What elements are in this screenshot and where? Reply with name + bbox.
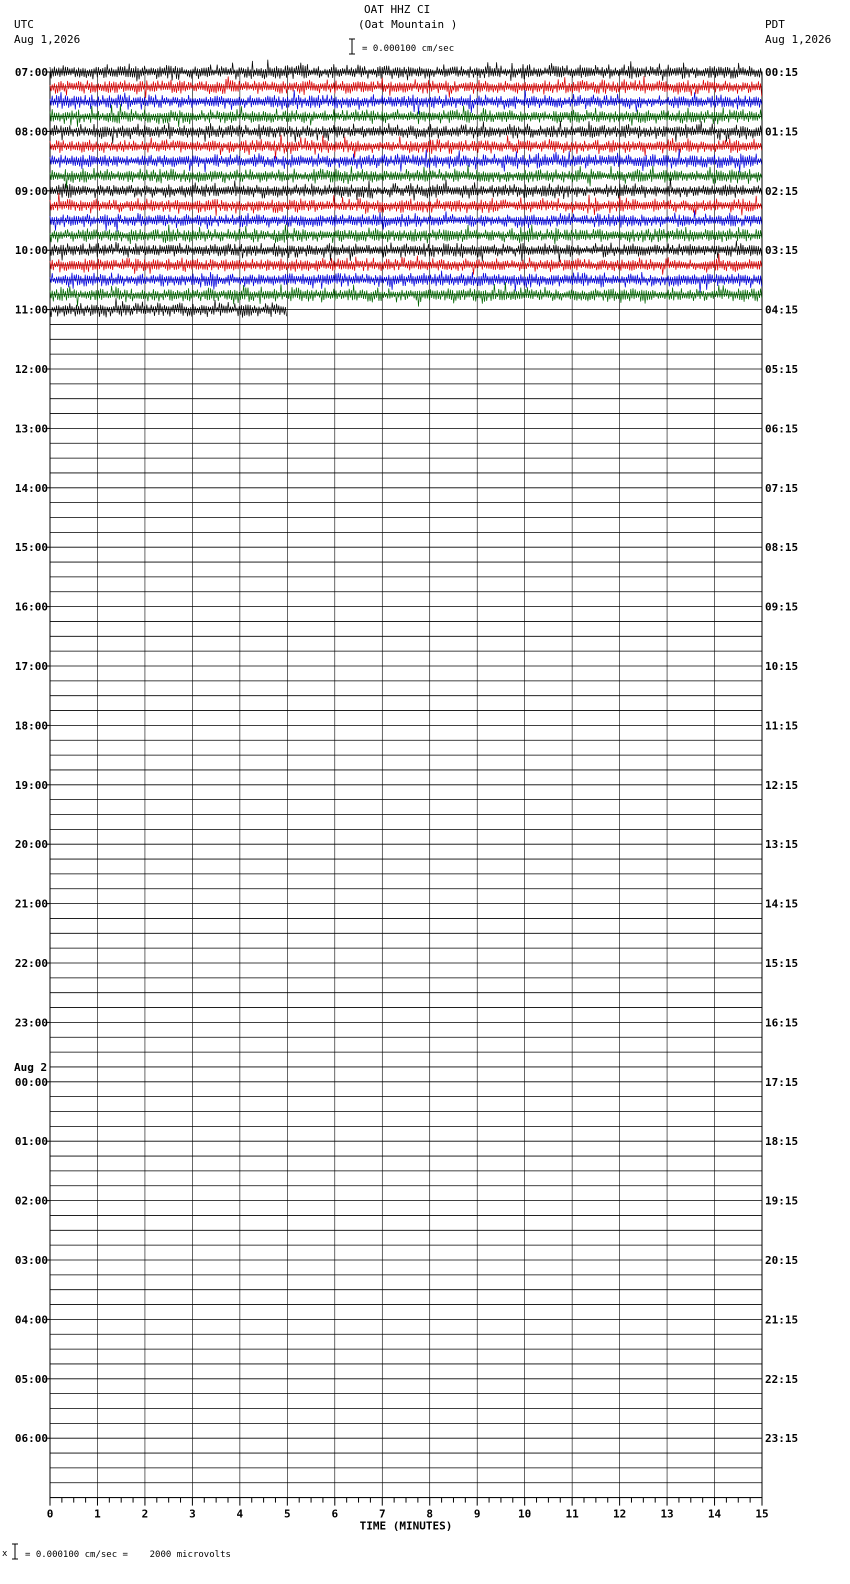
- pdt-hour-label: 07:15: [765, 481, 799, 495]
- seismic-trace: [50, 193, 762, 216]
- x-tick-label: 14: [707, 1507, 722, 1521]
- utc-hour-label: 12:00: [14, 363, 48, 376]
- seismic-trace: [50, 60, 762, 82]
- x-tick-label: 10: [518, 1507, 532, 1521]
- pdt-hour-label: 10:15: [765, 660, 799, 673]
- pdt-hour-label: 22:15: [765, 1372, 799, 1386]
- x-tick-label: 11: [565, 1507, 579, 1521]
- date-change-label: Aug 2: [14, 1060, 48, 1074]
- utc-hour-label: 16:00: [14, 600, 48, 614]
- pdt-hour-label: 16:15: [765, 1016, 799, 1030]
- pdt-hour-label: 21:15: [765, 1313, 799, 1327]
- station-location: (Oat Mountain ): [358, 18, 458, 31]
- pdt-hour-label: 05:15: [765, 363, 799, 376]
- seismic-trace: [50, 225, 762, 245]
- x-tick-label: 8: [426, 1507, 434, 1521]
- pdt-hour-label: 15:15: [765, 957, 799, 970]
- utc-hour-label: 00:00: [14, 1075, 48, 1089]
- pdt-hour-label: 04:15: [765, 303, 799, 317]
- seismic-trace: [50, 210, 762, 231]
- utc-hour-label: 22:00: [14, 957, 48, 970]
- footer-marker-icon: x: [2, 1549, 8, 1559]
- pdt-hour-label: 01:15: [765, 125, 799, 139]
- utc-hour-label: 20:00: [14, 838, 48, 852]
- pdt-hour-label: 03:15: [765, 244, 799, 258]
- seismic-trace: [50, 241, 762, 262]
- utc-hour-label: 05:00: [14, 1372, 48, 1386]
- pdt-hour-label: 23:15: [765, 1432, 799, 1446]
- pdt-hour-label: 12:15: [765, 778, 799, 792]
- utc-hour-label: 10:00: [14, 244, 48, 258]
- x-tick-label: 12: [612, 1507, 627, 1521]
- pdt-hour-label: 00:15: [765, 66, 799, 79]
- footer-scale-label: = 0.000100 cm/sec = 2000 microvolts: [25, 1550, 231, 1560]
- pdt-hour-label: 14:15: [765, 897, 799, 911]
- pdt-hour-label: 17:15: [765, 1075, 799, 1089]
- x-tick-label: 6: [331, 1507, 339, 1521]
- x-tick-label: 7: [378, 1507, 386, 1521]
- station-title: OAT HHZ CI: [364, 3, 431, 16]
- x-tick-label: 2: [141, 1507, 149, 1521]
- x-tick-label: 4: [236, 1507, 244, 1521]
- utc-hour-label: 15:00: [14, 541, 48, 555]
- utc-hour-label: 14:00: [14, 481, 48, 495]
- pdt-hour-label: 08:15: [765, 541, 799, 555]
- pdt-hour-label: 09:15: [765, 600, 799, 614]
- pdt-hour-label: 06:15: [765, 422, 799, 436]
- left-date-label: Aug 1,2026: [14, 33, 81, 46]
- seismic-trace: [50, 298, 287, 318]
- pdt-hour-label: 02:15: [765, 184, 799, 198]
- left-timezone-label: UTC: [14, 18, 34, 31]
- pdt-hour-label: 18:15: [765, 1135, 799, 1149]
- utc-hour-label: 19:00: [14, 778, 48, 792]
- utc-hour-label: 23:00: [14, 1016, 48, 1030]
- utc-hour-label: 17:00: [14, 660, 48, 673]
- utc-hour-label: 09:00: [14, 184, 48, 198]
- seismic-trace: [50, 104, 762, 127]
- seismic-trace: [50, 271, 762, 293]
- scale-label: = 0.000100 cm/sec: [362, 44, 455, 54]
- footer-scale-bar-icon: [11, 1543, 19, 1561]
- pdt-hour-label: 19:15: [765, 1194, 799, 1208]
- seismic-trace: [50, 254, 762, 275]
- utc-hour-label: 02:00: [14, 1194, 48, 1208]
- seismic-trace: [50, 90, 762, 114]
- utc-hour-label: 21:00: [14, 897, 48, 911]
- pdt-hour-label: 11:15: [765, 719, 799, 733]
- utc-hour-label: 03:00: [14, 1254, 48, 1267]
- x-tick-label: 9: [473, 1507, 481, 1521]
- right-date-label: Aug 1,2026: [765, 33, 832, 46]
- x-tick-label: 13: [660, 1507, 674, 1521]
- utc-hour-label: 07:00: [14, 66, 48, 79]
- utc-hour-label: 08:00: [14, 125, 48, 139]
- utc-hour-label: 18:00: [14, 719, 48, 733]
- utc-hour-label: 06:00: [14, 1432, 48, 1446]
- utc-hour-label: 01:00: [14, 1135, 48, 1149]
- pdt-hour-label: 20:15: [765, 1254, 799, 1267]
- x-axis-title: TIME (MINUTES): [359, 1519, 453, 1533]
- right-timezone-label: PDT: [765, 18, 785, 31]
- seismic-trace: [50, 121, 762, 144]
- x-tick-label: 15: [755, 1507, 769, 1521]
- seismic-trace: [50, 165, 762, 188]
- x-tick-label: 5: [284, 1507, 291, 1521]
- utc-hour-label: 13:00: [14, 422, 48, 436]
- utc-hour-label: 04:00: [14, 1313, 48, 1327]
- x-tick-label: 3: [189, 1507, 196, 1521]
- x-tick-label: 0: [46, 1507, 54, 1521]
- pdt-hour-label: 13:15: [765, 838, 799, 852]
- utc-hour-label: 11:00: [14, 303, 48, 317]
- x-tick-label: 1: [94, 1507, 101, 1521]
